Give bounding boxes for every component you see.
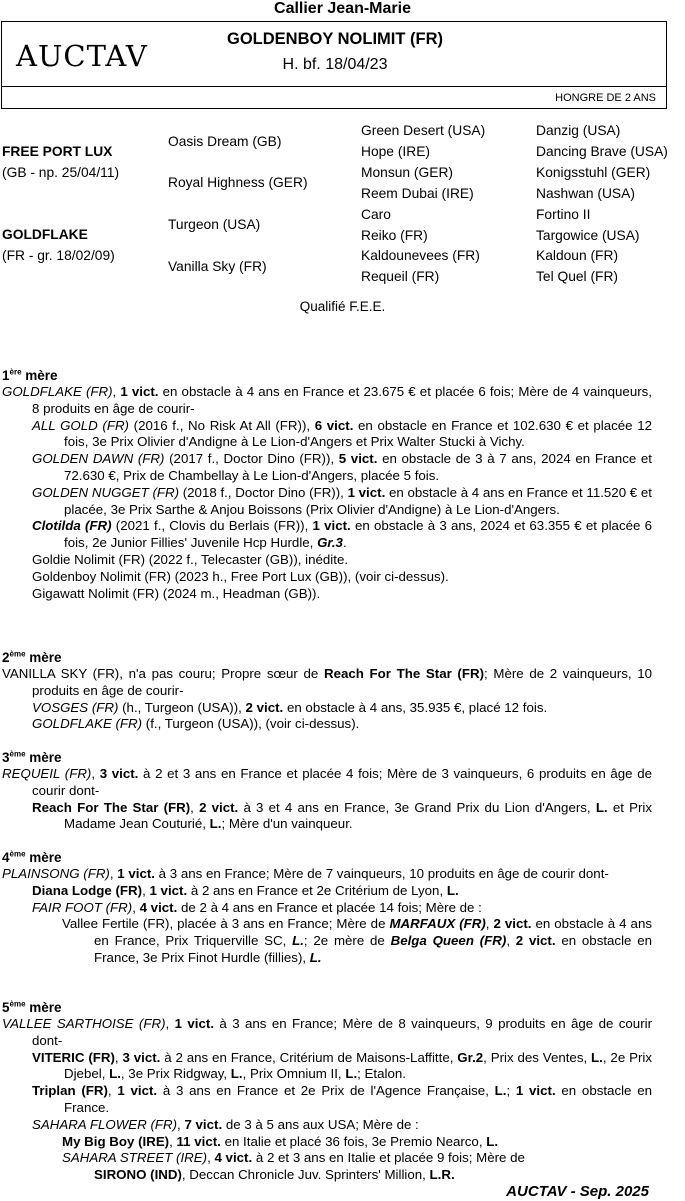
- text-run: ,: [112, 384, 121, 399]
- dam-entry: [2, 384, 652, 418]
- text-run: L.: [595, 799, 608, 815]
- text-run: L.: [309, 949, 322, 965]
- generation-label: mère: [21, 368, 58, 383]
- produce-entry: [2, 883, 652, 900]
- text-run: à 2 et 3 ans en Italie et placée 9 fois; Mère de: [252, 1150, 525, 1166]
- produce-entry: [2, 900, 652, 917]
- generation-ordinal: ème: [9, 849, 26, 859]
- generation-section: [2, 649, 652, 733]
- generation-ordinal: ème: [9, 999, 26, 1009]
- sire-info: (GB - np. 25/04/11): [2, 165, 120, 180]
- text-run: ,: [190, 799, 200, 815]
- text-run: en obstacle à 4 ans, 35.935 €, placé 12 fois.: [283, 699, 548, 715]
- text-run: ,: [165, 1016, 175, 1031]
- text-run: 1 vict.: [174, 1016, 215, 1031]
- produce-entry: [2, 1134, 652, 1151]
- sire-name: FREE PORT LUX: [2, 144, 113, 159]
- generation-ordinal: ère: [9, 367, 22, 377]
- generation-label: mère: [25, 1000, 62, 1015]
- text-run: ,: [169, 1133, 177, 1149]
- horse-category: HONGRE DE 2 ANS: [555, 92, 656, 104]
- text-run: Triplan (FR): [32, 1083, 108, 1099]
- text-run: Reach For The Star (FR): [32, 799, 191, 815]
- text-run: 3 vict.: [122, 1049, 161, 1065]
- footer-credit: AUCTAV - Sep. 2025: [506, 1183, 649, 1200]
- text-run: L.: [486, 1133, 499, 1149]
- generation-title: [2, 649, 652, 666]
- text-run: GOLDEN NUGGET (FR): [32, 484, 180, 500]
- text-run: Goldie Nolimit (FR) (2022 f., Telecaster (GB)), inédite.: [32, 551, 349, 567]
- text-run: L.: [345, 1066, 358, 1082]
- text-run: en obstacle à 4 ans en France et 23.675 € et placée 6 fois; Mère de 4 vainqueurs, 8 produits en âge de courir-: [32, 384, 652, 416]
- generation-number: 3: [2, 750, 10, 765]
- text-run: ,: [132, 899, 140, 915]
- text-run: 1 vict.: [117, 1083, 158, 1099]
- pedigree-gen4: Nashwan (USA): [536, 186, 635, 201]
- text-run: ; Etalon.: [357, 1066, 406, 1082]
- text-run: ; 2e mère de: [303, 933, 391, 949]
- produce-entry: [2, 716, 652, 733]
- text-run: , Prix Omnium II,: [242, 1066, 346, 1082]
- dam-entry: [2, 1016, 652, 1050]
- text-run: MARFAUX (FR): [389, 916, 486, 932]
- text-run: en obstacle à 3 ans, 2024 et 63.355 € et placée 6 fois, 2e Junior Fillies' Juvenile Hcp Hurdle,: [64, 518, 652, 551]
- generation-number: 1: [2, 368, 10, 383]
- text-run: L.: [591, 1049, 603, 1065]
- text-run: 1 vict.: [149, 882, 188, 898]
- produce-entry: [2, 1050, 652, 1084]
- text-run: ,: [207, 1150, 215, 1166]
- dam-name: GOLDFLAKE: [2, 227, 88, 242]
- pedigree-gen3: Caro: [361, 207, 391, 222]
- text-run: 1 vict.: [312, 518, 351, 534]
- produce-entry: [2, 569, 652, 586]
- text-run: , Prix des Ventes,: [483, 1049, 592, 1065]
- text-run: en obstacle en France et 102.630 € et placée 12 fois, 3e Prix Olivier d'Andigne à Le Lion-d'Angers et Prix Walter Stucki à Vichy.: [64, 417, 653, 450]
- text-run: à 3 et 4 ans en France, 3e Grand Prix du Lion d'Angers,: [238, 799, 596, 815]
- text-run: Gr.2: [457, 1049, 484, 1065]
- produce-entry: [2, 1083, 652, 1117]
- text-run: en obstacle de 3 à 7 ans, 2024 en France et 72.630 €, Prix de Chambellay à Le Lion-d'Angers, placée 5 fois.: [64, 451, 652, 483]
- pedigree-gen3: Monsun (GER): [361, 165, 454, 180]
- text-run: 2 vict.: [245, 699, 284, 715]
- generation-section: [2, 849, 652, 967]
- produce-entry: [2, 552, 652, 569]
- text-run: à 3 ans en France; Mère de 7 vainqueurs, 10 produits en âge de courir dont-: [154, 866, 609, 881]
- text-run: ,: [91, 766, 100, 781]
- text-run: ; Mère d'un vainqueur.: [221, 816, 353, 832]
- text-run: 4 vict.: [139, 899, 178, 915]
- text-run: ;: [506, 1083, 516, 1099]
- pedigree-gen3: Reiko (FR): [361, 228, 428, 243]
- category-box: [1, 87, 667, 109]
- header-box: [1, 21, 667, 87]
- text-run: et Prix Madame Jean Couturié,: [64, 799, 653, 832]
- text-run: ,: [485, 916, 494, 932]
- text-run: 5 vict.: [338, 451, 378, 467]
- text-run: SAHARA FLOWER (FR): [32, 1116, 178, 1132]
- text-run: PLAINSONG (FR): [2, 866, 110, 881]
- pedigree-gen3: Reem Dubai (IRE): [361, 186, 474, 201]
- text-run: .: [342, 535, 347, 551]
- generation-ordinal: ème: [9, 649, 26, 659]
- text-run: 11 vict.: [176, 1133, 221, 1149]
- horse-description: H. bf. 18/04/23: [282, 56, 388, 73]
- text-run: en obstacle en France.: [64, 1083, 652, 1115]
- text-run: VALLEE SARTHOISE (FR): [2, 1016, 166, 1031]
- produce-entry: [2, 800, 652, 834]
- produce-entry: [2, 418, 652, 452]
- text-run: en obstacle à 4 ans en France et 11.520 € et placée, 3e Prix Sarthe & Anjou Boissons (Prix Olivier d'Andigne) à Le Lion-d'Angers.: [64, 484, 652, 517]
- text-run: , 3e Prix Ridgway,: [120, 1066, 231, 1082]
- produce-entry: [2, 518, 652, 552]
- text-run: , 2e Prix Djebel,: [64, 1049, 652, 1082]
- generation-label: mère: [25, 850, 62, 865]
- dam-entry: [2, 866, 652, 883]
- pedigree-gen4: Fortino II: [536, 207, 591, 222]
- text-run: GOLDFLAKE (FR): [32, 716, 143, 732]
- text-run: L.: [446, 882, 459, 898]
- text-run: 2 vict.: [199, 799, 239, 815]
- text-run: à 2 et 3 ans en France et placée 4 fois; Mère de 3 vainqueurs, 6 produits en âge de courir dont-: [32, 766, 652, 798]
- text-run: SAHARA STREET (IRE): [62, 1150, 208, 1166]
- text-run: Gigawatt Nolimit (FR) (2024 m., Headman (GB)).: [32, 585, 321, 601]
- text-run: Reach For The Star (FR): [323, 666, 485, 681]
- vendor-name: Callier Jean-Marie: [274, 0, 411, 17]
- text-run: 1 vict.: [515, 1083, 556, 1099]
- text-run: (2016 f., No Risk At All (FR)),: [129, 417, 315, 433]
- pedigree-gen4: Dancing Brave (USA): [536, 144, 668, 159]
- text-run: en Italie et placé 36 fois, 3e Premio Nearco,: [220, 1133, 487, 1149]
- produce-entry: [2, 586, 652, 603]
- horse-name: GOLDENBOY NOLIMIT (FR): [226, 30, 443, 48]
- text-run: en obstacle à 4 ans en France, Prix Triquerville SC,: [94, 916, 652, 949]
- generation-number: 5: [2, 1000, 10, 1015]
- generation-title: [2, 999, 652, 1016]
- text-run: Belga Queen (FR): [390, 933, 507, 949]
- produce-entry: [2, 700, 652, 717]
- text-run: REQUEIL (FR): [2, 766, 92, 781]
- text-run: 2 vict.: [515, 933, 556, 949]
- text-run: à 2 ans en France, Critérium de Maisons-Laffitte,: [160, 1049, 458, 1065]
- generation-number: 4: [2, 850, 10, 865]
- pedigree-gen4: Konigsstuhl (GER): [536, 165, 651, 180]
- pedigree-gen2: Turgeon (USA): [168, 217, 261, 232]
- generation-section: [2, 999, 652, 1184]
- text-run: VANILLA SKY (FR), n'a pas couru; Propre sœur de: [2, 666, 324, 681]
- dam-entry: [2, 766, 652, 800]
- text-run: FAIR FOOT (FR): [32, 899, 133, 915]
- text-run: 6 vict.: [314, 417, 354, 433]
- text-run: Goldenboy Nolimit (FR) (2023 h., Free Port Lux (GB)), (voir ci-dessus).: [32, 568, 449, 584]
- generation-ordinal: ème: [9, 749, 26, 759]
- text-run: , Deccan Chronicle Juv. Sprinters' Million,: [181, 1167, 430, 1183]
- text-run: GOLDEN DAWN (FR): [32, 451, 165, 467]
- text-run: (2021 f., Clovis du Berlais (FR)),: [111, 518, 313, 534]
- text-run: de 3 à 5 ans aux USA; Mère de :: [222, 1116, 419, 1132]
- text-run: (h., Turgeon (USA)),: [118, 699, 246, 715]
- pedigree-gen4: Kaldoun (FR): [536, 248, 619, 263]
- text-run: à 2 ans en France et 2e Critérium de Lyon,: [187, 882, 447, 898]
- text-run: à 3 ans en France; Mère de 8 vainqueurs, 9 produits en âge de courir dont-: [32, 1016, 653, 1048]
- text-run: GOLDFLAKE (FR): [2, 384, 113, 399]
- generation-label: mère: [25, 750, 62, 765]
- pedigree-gen2: Vanilla Sky (FR): [168, 259, 267, 274]
- text-run: My Big Boy (IRE): [62, 1133, 170, 1149]
- pedigree-gen3: Requeil (FR): [361, 269, 440, 284]
- text-run: 1 vict.: [347, 484, 386, 500]
- generation-section: [2, 749, 652, 833]
- text-run: 7 vict.: [184, 1116, 223, 1132]
- text-run: L.: [109, 1066, 121, 1082]
- text-run: ,: [109, 866, 118, 881]
- generation-title: [2, 749, 652, 766]
- text-run: L.: [209, 816, 222, 832]
- dam-info: (FR - gr. 18/02/09): [2, 248, 115, 263]
- auctav-logo: AUCTAV: [16, 39, 148, 73]
- text-run: L.: [494, 1083, 507, 1099]
- pedigree-gen2: Oasis Dream (GB): [168, 134, 282, 149]
- text-run: SIRONO (IND): [94, 1167, 182, 1183]
- text-run: 2 vict.: [493, 916, 532, 932]
- text-run: Vallee Fertile (FR), placée à 3 ans en France; Mère de: [62, 916, 390, 932]
- text-run: 4 vict.: [214, 1150, 253, 1166]
- generation-label: mère: [25, 650, 62, 665]
- text-run: ,: [177, 1116, 185, 1132]
- generation-number: 2: [2, 650, 10, 665]
- text-run: ,: [107, 1083, 118, 1099]
- text-run: (f., Turgeon (USA)), (voir ci-dessus).: [142, 716, 360, 732]
- text-run: (2017 f., Doctor Dino (FR)),: [164, 451, 339, 467]
- dam-entry: [2, 666, 652, 700]
- text-run: L.: [230, 1066, 243, 1082]
- text-run: 1 vict.: [120, 384, 159, 399]
- pedigree-gen3: Green Desert (USA): [361, 123, 486, 138]
- text-run: VITERIC (FR): [32, 1049, 115, 1065]
- produce-entry: [2, 451, 652, 485]
- pedigree-gen3: Kaldounevees (FR): [361, 248, 480, 263]
- pedigree-gen4: Tel Quel (FR): [536, 269, 619, 284]
- produce-entry: [2, 1167, 652, 1184]
- text-run: ALL GOLD (FR): [32, 417, 129, 433]
- text-run: Clotilda (FR): [32, 518, 112, 534]
- text-run: VOSGES (FR): [32, 699, 119, 715]
- generation-title: [2, 849, 652, 866]
- text-run: L.R.: [429, 1167, 455, 1183]
- pedigree-gen4: Danzig (USA): [536, 123, 621, 138]
- text-run: ,: [114, 1049, 123, 1065]
- pedigree-gen2: Royal Highness (GER): [168, 175, 308, 190]
- pedigree-gen4: Targowice (USA): [536, 228, 640, 243]
- text-run: en obstacle en France, 3e Prix Finot Hurdle (fillies),: [94, 933, 652, 965]
- text-run: à 3 ans en France et 2e Prix de l'Agence Française,: [157, 1083, 495, 1099]
- generation-section: [2, 367, 652, 602]
- text-run: L.: [292, 933, 304, 949]
- text-run: ; Mère de 2 vainqueurs, 10 produits en âge de courir-: [32, 666, 653, 698]
- produce-entry: [2, 1117, 652, 1134]
- generation-title: [2, 367, 652, 384]
- produce-entry: [2, 1150, 652, 1167]
- text-run: Diana Lodge (FR): [32, 882, 143, 898]
- text-run: 3 vict.: [99, 766, 139, 781]
- produce-entry: [2, 485, 652, 519]
- text-run: de 2 à 4 ans en France et placée 14 fois; Mère de :: [177, 899, 482, 915]
- produce-entry: [2, 916, 652, 966]
- text-run: Gr.3: [317, 535, 343, 551]
- qualification: Qualifié F.E.E.: [299, 299, 386, 314]
- text-run: (2018 f., Doctor Dino (FR)),: [179, 484, 348, 500]
- pedigree-gen3: Hope (IRE): [361, 144, 431, 159]
- text-run: 1 vict.: [117, 866, 155, 881]
- text-run: ,: [506, 933, 516, 949]
- text-run: ,: [142, 882, 150, 898]
